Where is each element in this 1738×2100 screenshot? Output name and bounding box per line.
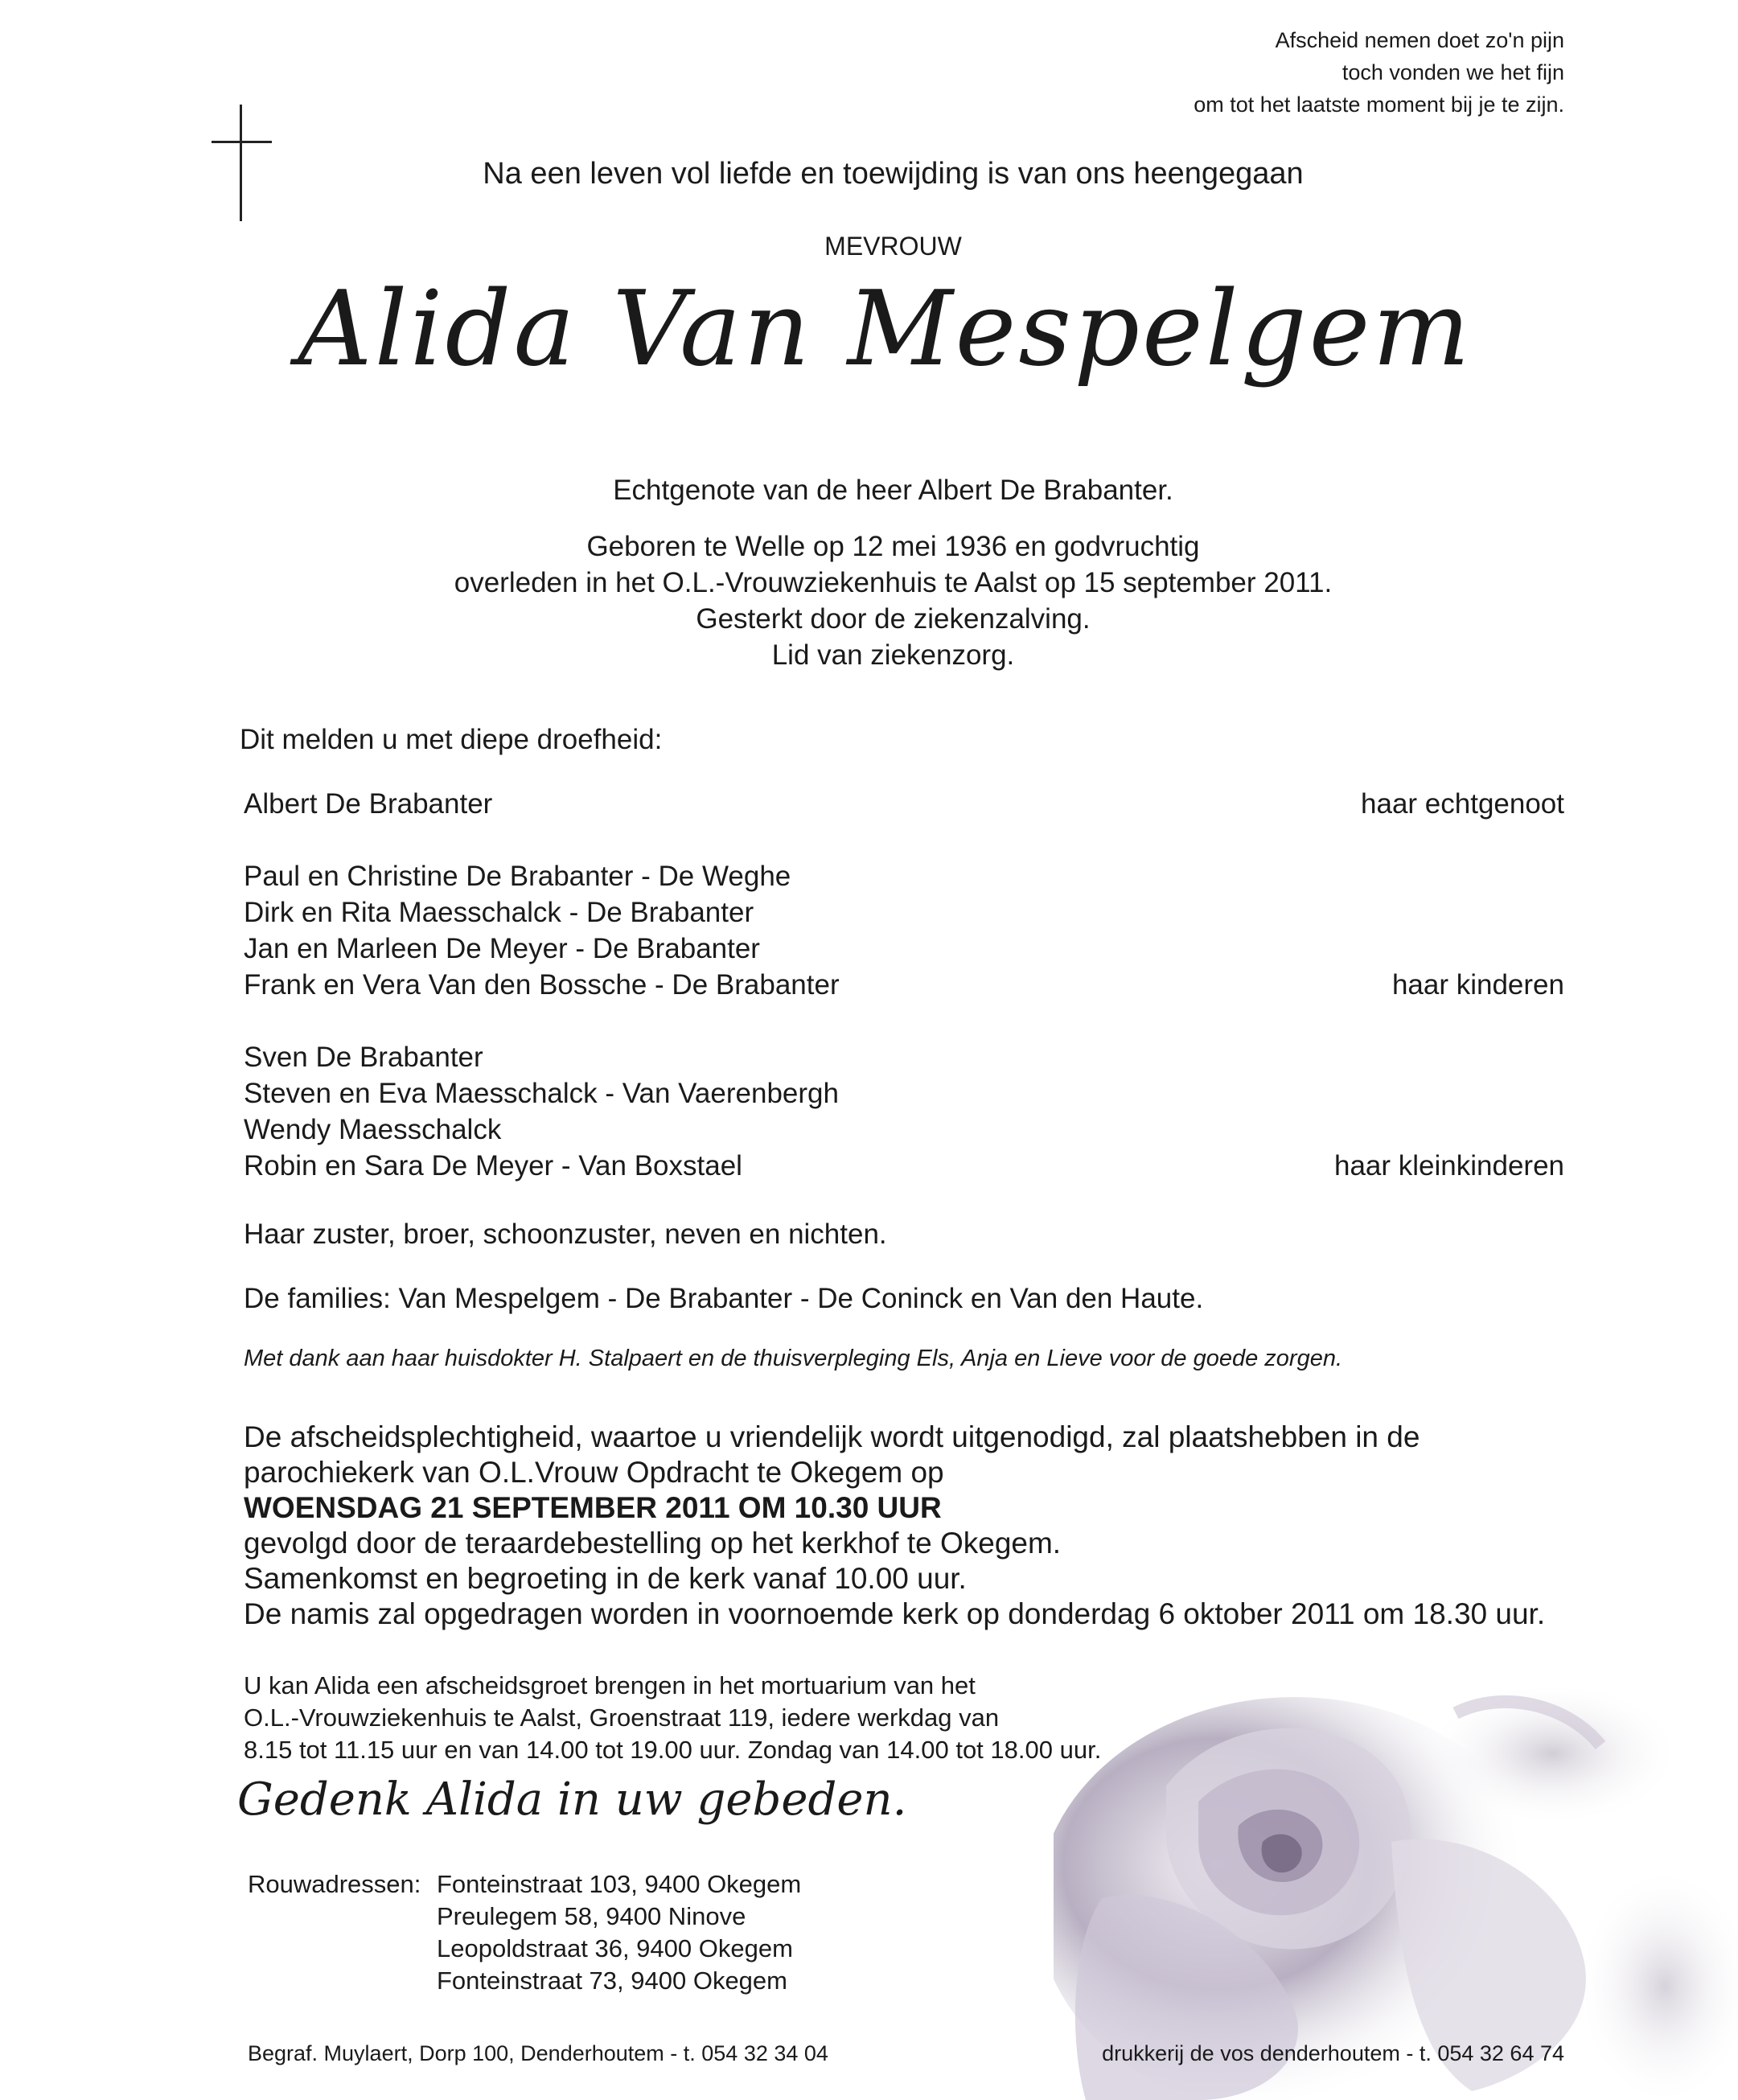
ceremony-line: parochiekerk van O.L.Vrouw Opdracht te Okegem op [244, 1456, 944, 1489]
poem-line: toch vonden we het fijn [1342, 60, 1564, 84]
family-name: Frank en Vera Van den Bossche - De Brabanter [244, 969, 840, 1001]
family-name: Paul en Christine De Brabanter - De Weghe [244, 861, 791, 892]
bio-line: Lid van ziekenzorg. [771, 639, 1015, 671]
mortuary-block [244, 1670, 1101, 1766]
announce-lead: Dit melden u met diepe droefheid: [240, 724, 663, 755]
poem-line: Afscheid nemen doet zo'n pijn [1275, 28, 1564, 52]
family-role: haar echtgenoot [1361, 788, 1564, 820]
ceremony-line: gevolgd door de teraardebestelling op het kerkhof te Okegem. [244, 1527, 1062, 1560]
ceremony-block [244, 1420, 1545, 1632]
opening-poem [1194, 24, 1564, 121]
intro-line: Na een leven vol liefde en toewijding is van ons heengegaan [483, 157, 1304, 191]
mortuary-line: O.L.-Vrouwziekenhuis te Aalst, Groenstraat 119, iedere werkdag van [244, 1703, 1000, 1732]
families-line: De families: Van Mespelgem - De Brabanter - De Coninck en Van den Haute. [244, 1283, 1204, 1314]
family-name: Sven De Brabanter [244, 1042, 483, 1073]
ceremony-line: De namis zal opgedragen worden in voornoemde kerk op donderdag 6 oktober 2011 om 18.30 uur. [244, 1597, 1546, 1630]
family-role: haar kinderen [1391, 969, 1564, 1001]
mortuary-line: 8.15 tot 11.15 uur en van 14.00 tot 19.00 uur. Zondag van 14.00 tot 18.00 uur. [244, 1736, 1102, 1764]
footer-funeral-home: Begraf. Muylaert, Dorp 100, Denderhoutem - t. 054 32 34 04 [248, 2041, 828, 2065]
address-line: Leopoldstraat 36, 9400 Okegem [437, 1934, 793, 1962]
honorific: MEVROUW [824, 232, 962, 261]
thanks-line: Met dank aan haar huisdokter H. Stalpaert en de thuisverpleging Els, Anja en Lieve voor de goede zorgen. [244, 1346, 1343, 1371]
address-line: Preulegem 58, 9400 Ninove [437, 1902, 746, 1930]
family-name: Robin en Sara De Meyer - Van Boxstael [244, 1150, 742, 1182]
mortuary-line: U kan Alida een afscheidsgroet brengen in het mortuarium van het [244, 1671, 976, 1699]
address-line: Fonteinstraat 103, 9400 Okegem [437, 1870, 802, 1898]
bio-line: Geboren te Welle op 12 mei 1936 en godvruchtig [586, 531, 1200, 562]
remember-line: Gedenk Alida in uw gebeden. [237, 1773, 907, 1826]
bio-line: Gesterkt door de ziekenzalving. [696, 603, 1091, 635]
footer-printer: drukkerij de vos denderhoutem - t. 054 32 64 74 [1102, 2041, 1564, 2065]
ceremony-datetime: WOENSDAG 21 SEPTEMBER 2011 OM 10.30 UUR [244, 1491, 942, 1524]
deceased-name: Alida Van Mespelgem [298, 269, 1473, 389]
family-name: Wendy Maesschalck [244, 1114, 502, 1145]
spouse-line: Echtgenote van de heer Albert De Brabanter. [613, 475, 1173, 506]
ceremony-line: De afscheidsplechtigheid, waartoe u vriendelijk wordt uitgenodigd, zal plaatshebben in de [244, 1420, 1420, 1453]
family-name: Steven en Eva Maesschalck - Van Vaerenbergh [244, 1078, 839, 1109]
ceremony-line: Samenkomst en begroeting in de kerk vanaf 10.00 uur. [244, 1562, 967, 1595]
family-name: Albert De Brabanter [244, 788, 493, 820]
rose-image [1054, 1641, 1738, 2100]
addresses-label: Rouwadressen: [248, 1870, 421, 1898]
address-line: Fonteinstraat 73, 9400 Okegem [437, 1966, 787, 1995]
family-name: Dirk en Rita Maesschalck - De Brabanter [244, 897, 754, 928]
siblings-line: Haar zuster, broer, schoonzuster, neven en nichten. [244, 1218, 887, 1250]
bio-line: overleden in het O.L.-Vrouwziekenhuis te Aalst op 15 september 2011. [454, 567, 1333, 598]
poem-line: om tot het laatste moment bij je te zijn. [1194, 92, 1564, 117]
family-role: haar kleinkinderen [1333, 1150, 1564, 1182]
family-name: Jan en Marleen De Meyer - De Brabanter [244, 933, 760, 964]
